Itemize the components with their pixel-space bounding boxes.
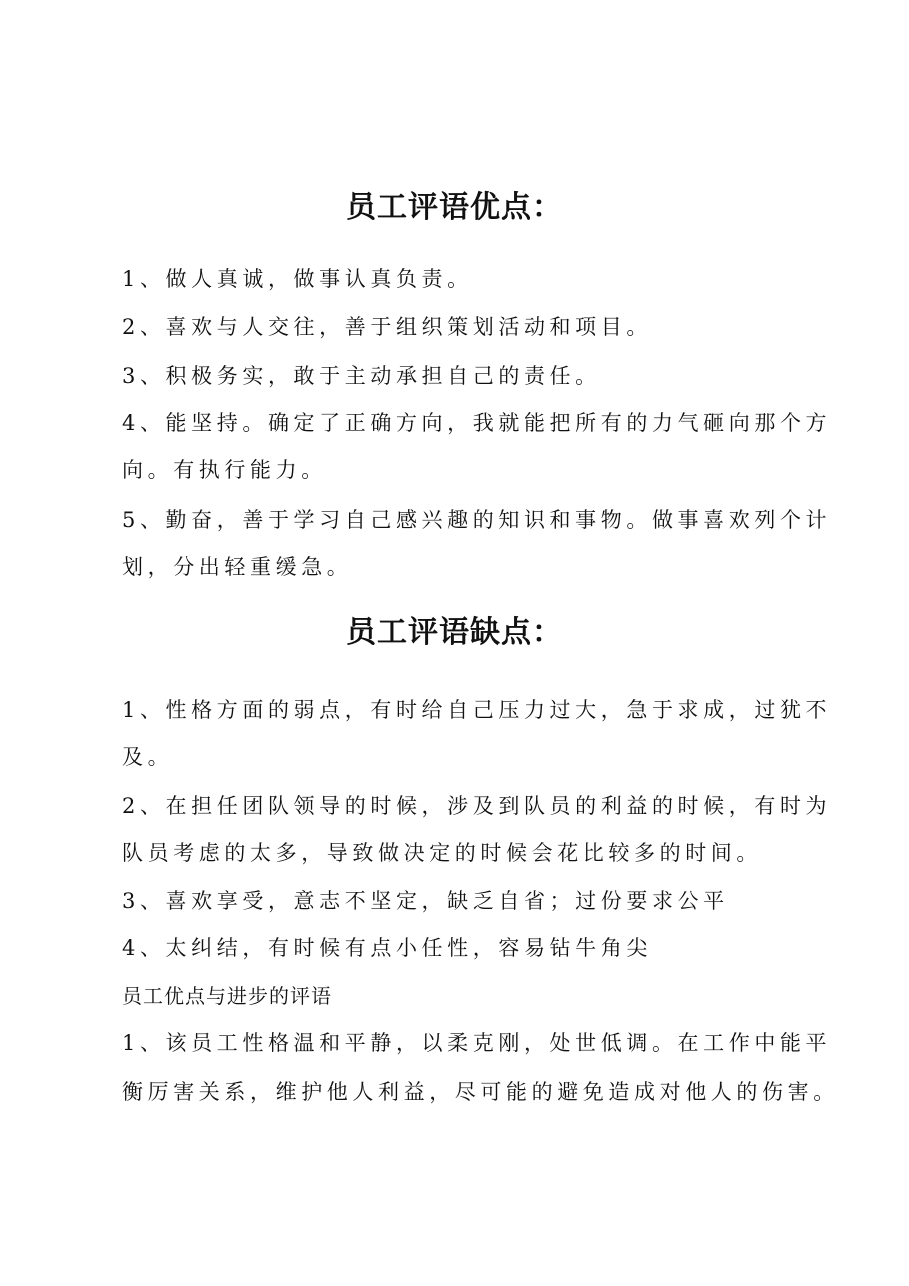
section-heading-weaknesses: 员工评语缺点： — [346, 615, 563, 650]
strength-line-5: 5、勤奋，善于学习自己感兴趣的知识和事物。做事喜欢列个计 — [122, 508, 832, 532]
strength-line-3: 3、积极务实，敢于主动承担自己的责任。 — [122, 364, 601, 388]
weakness-line-3: 3、喜欢享受，意志不坚定，缺乏自省；过份要求公平 — [122, 889, 729, 913]
strength-line-2: 2、喜欢与人交往，善于组织策划活动和项目。 — [122, 315, 652, 339]
strength-line-5-cont: 划，分出轻重缓急。 — [122, 555, 353, 579]
progress-line-1-cont: 衡厉害关系，维护他人利益，尽可能的避免造成对他人的伤害。 — [122, 1080, 839, 1104]
strength-line-4-cont: 向。有执行能力。 — [122, 458, 327, 482]
strength-line-4: 4、能坚持。确定了正确方向，我就能把所有的力气砸向那个方 — [122, 411, 832, 435]
weakness-line-4: 4、太纠结，有时候有点小任性，容易钻牛角尖 — [122, 936, 652, 960]
weakness-line-2-cont: 队员考虑的太多，导致做决定的时候会花比较多的时间。 — [122, 841, 762, 865]
weakness-line-1: 1、性格方面的弱点，有时给自己压力过大，急于求成，过犹不 — [122, 698, 832, 722]
weakness-line-1-cont: 及。 — [122, 745, 174, 769]
subsection-title: 员工优点与进步的评语 — [122, 984, 332, 1008]
weakness-line-2: 2、在担任团队领导的时候，涉及到队员的利益的时候，有时为 — [122, 794, 832, 818]
section-heading-strengths: 员工评语优点： — [346, 190, 563, 225]
strength-line-1: 1、做人真诚，做事认真负责。 — [122, 267, 473, 291]
progress-line-1: 1、该员工性格温和平静，以柔克刚，处世低调。在工作中能平 — [122, 1031, 832, 1055]
